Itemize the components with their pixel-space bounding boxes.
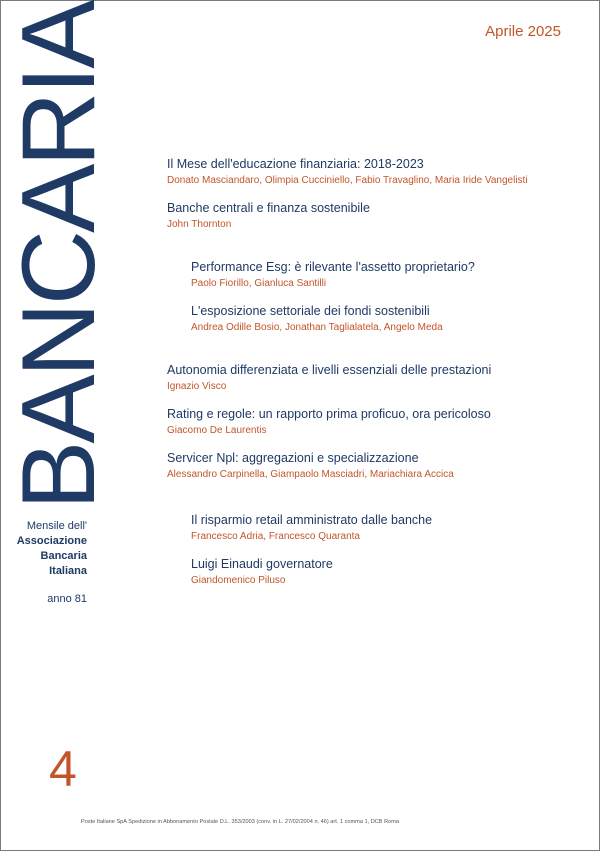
volume-year: anno 81 — [47, 593, 87, 605]
toc-entry[interactable] — [191, 512, 432, 544]
masthead-title: BANCARIA — [1, 2, 117, 510]
article-authors: Giacomo De Laurentis — [167, 425, 267, 436]
article-authors: John Thornton — [167, 219, 232, 230]
article-authors: Alessandro Carpinella, Giampaolo Masciadri, Mariachiara Accica — [167, 469, 454, 480]
publisher-line-3: Bancaria — [40, 550, 87, 562]
article-title: Luigi Einaudi governatore — [191, 557, 333, 571]
article-authors: Francesco Adria, Francesco Quaranta — [191, 531, 360, 542]
publisher-line-2: Associazione — [16, 535, 87, 547]
toc-entry[interactable] — [191, 556, 333, 588]
article-title: Il risparmio retail amministrato dalle banche — [191, 513, 433, 527]
article-title: Il Mese dell'educazione finanziaria: 2018-2023 — [167, 157, 424, 171]
article-title: Rating e regole: un rapporto prima proficuo, ora pericoloso — [167, 407, 491, 421]
article-title: Servicer Npl: aggregazioni e specializzazione — [167, 451, 419, 465]
article-title: Autonomia differenziata e livelli essenziali delle prestazioni — [167, 363, 492, 377]
issue-number: 4 — [49, 741, 77, 797]
article-authors: Donato Masciandaro, Olimpia Cucciniello, Fabio Travaglino, Maria Iride Vangelisti — [167, 175, 528, 186]
toc-entry[interactable] — [167, 200, 370, 232]
table-of-contents — [1, 1, 601, 801]
toc-entry[interactable] — [191, 303, 443, 335]
article-title: Banche centrali e finanza sostenibile — [167, 201, 370, 215]
postal-footer: Poste Italiane SpA Spedizione in Abbonamento Postale D.L. 353/2003 (conv. in L. 27/02/2004 n. 46) art. 1 comma 1, DCB Roma — [81, 819, 400, 825]
article-authors: Paolo Fiorillo, Gianluca Santilli — [191, 278, 327, 289]
publisher-line-4: Italiana — [49, 565, 87, 577]
article-authors: Ignazio Visco — [167, 381, 227, 392]
publisher-line-1: Mensile dell' — [26, 520, 87, 532]
toc-entry[interactable] — [167, 450, 454, 482]
article-title: L'esposizione settoriale dei fondi sostenibili — [191, 304, 430, 318]
article-title: Performance Esg: è rilevante l'assetto proprietario? — [191, 260, 475, 274]
toc-entry[interactable] — [167, 406, 491, 438]
article-authors: Andrea Odille Bosio, Jonathan Taglialatela, Angelo Meda — [191, 322, 443, 333]
toc-entry[interactable] — [167, 362, 491, 394]
toc-entry[interactable] — [167, 156, 528, 188]
article-authors: Giandomenico Piluso — [191, 575, 286, 586]
toc-entry[interactable] — [191, 259, 475, 291]
issue-date: Aprile 2025 — [485, 23, 561, 40]
